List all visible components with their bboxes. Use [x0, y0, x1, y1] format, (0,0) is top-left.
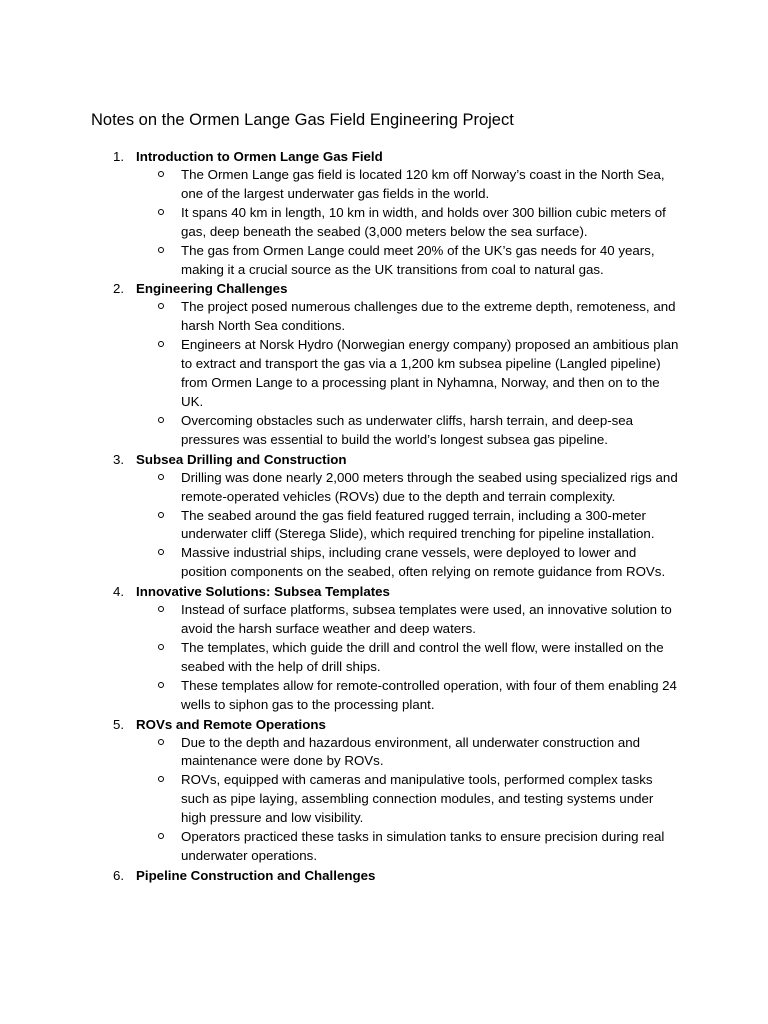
section-heading: [0, 450, 768, 469]
hollow-circle-bullet-icon: [158, 303, 164, 309]
hollow-circle-bullet-icon: [158, 474, 164, 480]
bullet-item: [0, 298, 768, 336]
hollow-circle-bullet-icon: [158, 341, 164, 347]
section-title: Subsea Drilling and Construction: [136, 451, 347, 467]
hollow-circle-bullet-icon: [158, 739, 164, 745]
section-number: 1.: [113, 149, 125, 164]
outline-section: [0, 715, 768, 866]
bullet-text: Drilling was done nearly 2,000 meters through the seabed using specialized rigs and remote-operated vehicles (ROVs) due to the depth and terrain complexity.: [181, 469, 678, 504]
bullet-item: [0, 828, 768, 866]
hollow-circle-bullet-icon: [158, 417, 164, 423]
bullet-text: Overcoming obstacles such as underwater cliffs, harsh terrain, and deep-sea pressures was essential to build the world’s longest subsea gas pipeline.: [181, 412, 634, 447]
bullet-item: [0, 677, 768, 715]
hollow-circle-bullet-icon: [158, 682, 164, 688]
bullet-text: Operators practiced these tasks in simulation tanks to ensure precision during real underwater operations.: [181, 829, 665, 863]
bullet-item: [0, 734, 768, 772]
hollow-circle-bullet-icon: [158, 549, 164, 555]
bullet-text: The seabed around the gas field featured rugged terrain, including a 300-meter underwater cliff (Sterega Slide), which required trenching for pipeline installation.: [181, 507, 655, 542]
bullet-list: [0, 469, 768, 582]
bullet-list: [0, 734, 768, 866]
bullet-item: [0, 166, 768, 204]
section-title: Innovative Solutions: Subsea Templates: [136, 584, 390, 600]
outline-section: [0, 582, 768, 714]
bullet-item: [0, 469, 768, 507]
bullet-text: Engineers at Norsk Hydro (Norwegian energy company) proposed an ambitious plan to extract and transport the gas via a 1,200 km subsea pipeline (Langled pipeline) from Ormen Lange to a processing plant in Nyhamna, Norway, and then on to the UK.: [181, 337, 679, 409]
bullet-item: [0, 544, 768, 582]
bullet-list: [0, 601, 768, 714]
bullet-text: The Ormen Lange gas field is located 120 km off Norway’s coast in the North Sea, one of the largest underwater gas fields in the world.: [181, 167, 665, 201]
hollow-circle-bullet-icon: [158, 512, 164, 518]
bullet-list: [0, 298, 768, 449]
outline-list: [0, 147, 768, 885]
bullet-text: The gas from Ormen Lange could meet 20% of the UK’s gas needs for 40 years, making it a crucial source as the UK transitions from coal to natural gas.: [181, 242, 655, 277]
bullet-item: [0, 204, 768, 242]
hollow-circle-bullet-icon: [158, 209, 164, 215]
section-heading: [0, 582, 768, 601]
bullet-text: These templates allow for remote-controlled operation, with four of them enabling 24 wells to siphon gas to the processing plant.: [181, 677, 677, 712]
bullet-text: Instead of surface platforms, subsea templates were used, an innovative solution to avoid the harsh surface weather and deep waters.: [181, 602, 672, 637]
bullet-item: [0, 242, 768, 280]
bullet-text: Massive industrial ships, including crane vessels, were deployed to lower and position components on the seabed, often relying on remote guidance from ROVs.: [181, 545, 666, 580]
bullet-item: [0, 601, 768, 639]
section-heading: [0, 866, 768, 885]
bullet-text: The templates, which guide the drill and control the well flow, were installed on the seabed with the help of drill ships.: [181, 639, 664, 674]
bullet-item: [0, 771, 768, 828]
hollow-circle-bullet-icon: [158, 644, 164, 650]
bullet-list: [0, 166, 768, 279]
document-title: Notes on the Ormen Lange Gas Field Engineering Project: [91, 111, 514, 129]
hollow-circle-bullet-icon: [158, 776, 164, 782]
section-number: 2.: [113, 281, 125, 297]
bullet-text: The project posed numerous challenges due to the extreme depth, remoteness, and harsh North Sea conditions.: [181, 299, 676, 334]
section-number: 4.: [113, 584, 125, 600]
section-number: 6.: [113, 867, 125, 883]
bullet-item: [0, 639, 768, 677]
section-number: 3.: [113, 451, 125, 467]
bullet-text: ROVs, equipped with cameras and manipulative tools, performed complex tasks such as pipe laying, assembling connection modules, and testing systems under high pressure and low visibility.: [181, 772, 654, 826]
bullet-item: [0, 336, 768, 412]
section-title: Introduction to Ormen Lange Gas Field: [136, 149, 383, 164]
bullet-item: [0, 412, 768, 450]
hollow-circle-bullet-icon: [158, 606, 164, 612]
hollow-circle-bullet-icon: [158, 247, 164, 253]
outline-section: [0, 147, 768, 279]
section-title: Pipeline Construction and Challenges: [136, 867, 376, 883]
section-title: ROVs and Remote Operations: [136, 716, 326, 732]
bullet-item: [0, 507, 768, 545]
section-number: 5.: [113, 716, 125, 732]
hollow-circle-bullet-icon: [158, 171, 164, 177]
section-heading: [0, 147, 768, 166]
outline-section: [0, 279, 768, 449]
section-title: Engineering Challenges: [136, 281, 288, 297]
outline-section: [0, 450, 768, 582]
section-heading: [0, 715, 768, 734]
section-heading: [0, 279, 768, 298]
bullet-text: Due to the depth and hazardous environment, all underwater construction and maintenance were done by ROVs.: [181, 734, 641, 769]
outline-section: [0, 866, 768, 885]
hollow-circle-bullet-icon: [158, 833, 164, 839]
bullet-text: It spans 40 km in length, 10 km in width, and holds over 300 billion cubic meters of gas, deep beneath the seabed (3,000 meters below the sea surface).: [181, 204, 666, 239]
